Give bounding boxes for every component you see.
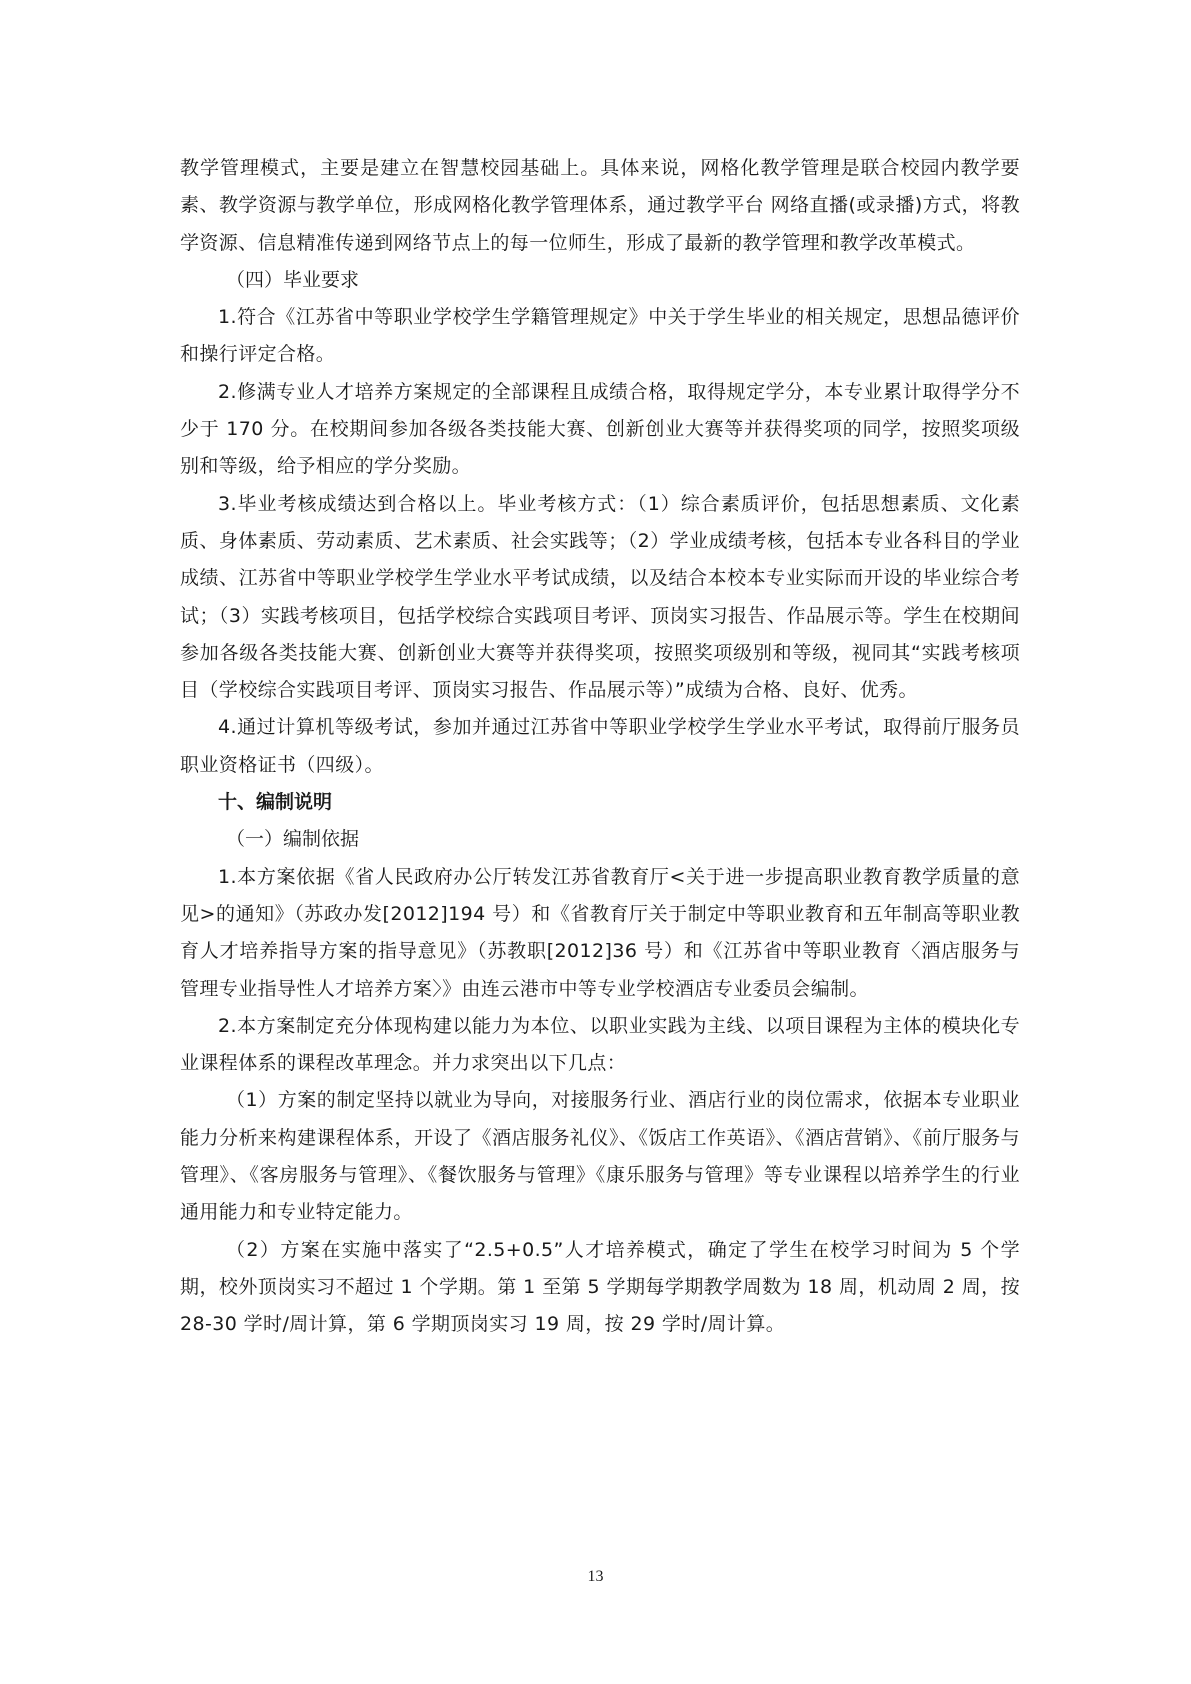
heading-compilation-notes: 十、编制说明	[218, 791, 333, 814]
page-number: 13	[587, 1568, 604, 1585]
paragraph-point-1: （1）方案的制定坚持以就业为导向，对接服务行业、酒店行业的岗位需求，依据本专业职业能力分析来构建课程体系，开设了《酒店服务礼仪》、《饭店工作英语》、《酒店营销》、《前厅服务与管理》、《客房服务与管理》、《餐饮服务与管理》《康乐服务与管理》等专业课程以培养学生的行业通用能力和专业特定能力。	[180, 1089, 1020, 1224]
paragraph-requirement-1: 1.符合《江苏省中等职业学校学生学籍管理规定》中关于学生毕业的相关规定，思想品德评价和操行评定合格。	[180, 306, 1020, 366]
paragraph-requirement-4: 4.通过计算机等级考试，参加并通过江苏省中等职业学校学生学业水平考试，取得前厅服务员职业资格证书（四级）。	[180, 716, 1020, 776]
document-body	[180, 150, 1020, 1344]
paragraph-intro: 教学管理模式，主要是建立在智慧校园基础上。具体来说，网格化教学管理是联合校园内教学要素、教学资源与教学单位，形成网格化教学管理体系，通过教学平台 网络直播(或录播)方式，将教学资源、信息精准传递到网络节点上的每一位师生，形成了最新的教学管理和教学改革模式。	[180, 157, 1020, 254]
heading-compilation-basis: （一）编制依据	[226, 828, 360, 851]
paragraph-basis-1: 1.本方案依据《省人民政府办公厅转发江苏省教育厅<关于进一步提高职业教育教学质量的意见>的通知》（苏政办发[2012]194 号）和《省教育厅关于制定中等职业教育和五年制高等职业教育人才培养指导方案的指导意见》（苏教职[2012]36 号）和《江苏省中等职业教育〈酒店服务与管理专业指导性人才培养方案〉》由连云港市中等专业学校酒店专业委员会编制。	[180, 865, 1020, 1000]
paragraph-basis-2: 2.本方案制定充分体现构建以能力为本位、以职业实践为主线、以项目课程为主体的模块化专业课程体系的课程改革理念。并力求突出以下几点：	[180, 1014, 1020, 1075]
paragraph-requirement-3: 3.毕业考核成绩达到合格以上。毕业考核方式：（1）综合素质评价，包括思想素质、文化素质、身体素质、劳动素质、艺术素质、社会实践等；（2）学业成绩考核，包括本专业各科目的学业成绩、江苏省中等职业学校学生学业水平考试成绩，以及结合本校本专业实际而开设的毕业综合考试；（3）实践考核项目，包括学校综合实践项目考评、顶岗实习报告、作品展示等。学生在校期间参加各级各类技能大赛、创新创业大赛等并获得奖项，按照奖项级别和等级，视同其“实践考核项目（学校综合实践项目考评、顶岗实习报告、作品展示等）”成绩为合格、良好、优秀。	[180, 492, 1020, 702]
paragraph-point-2: （2）方案在实施中落实了“2.5+0.5”人才培养模式，确定了学生在校学习时间为 5 个学期，校外顶岗实习不超过 1 个学期。第 1 至第 5 学期每学期教学周数为 18 周，机动周 2 周，按 28-30 学时/周计算，第 6 学期顶岗实习 19 周，按 29 学时/周计算。	[180, 1238, 1020, 1336]
heading-graduation-requirements: （四）毕业要求	[226, 268, 360, 291]
paragraph-requirement-2: 2.修满专业人才培养方案规定的全部课程且成绩合格，取得规定学分，本专业累计取得学分不少于 170 分。在校期间参加各级各类技能大赛、创新创业大赛等并获得奖项的同学，按照奖项级别和等级，给予相应的学分奖励。	[180, 380, 1020, 478]
